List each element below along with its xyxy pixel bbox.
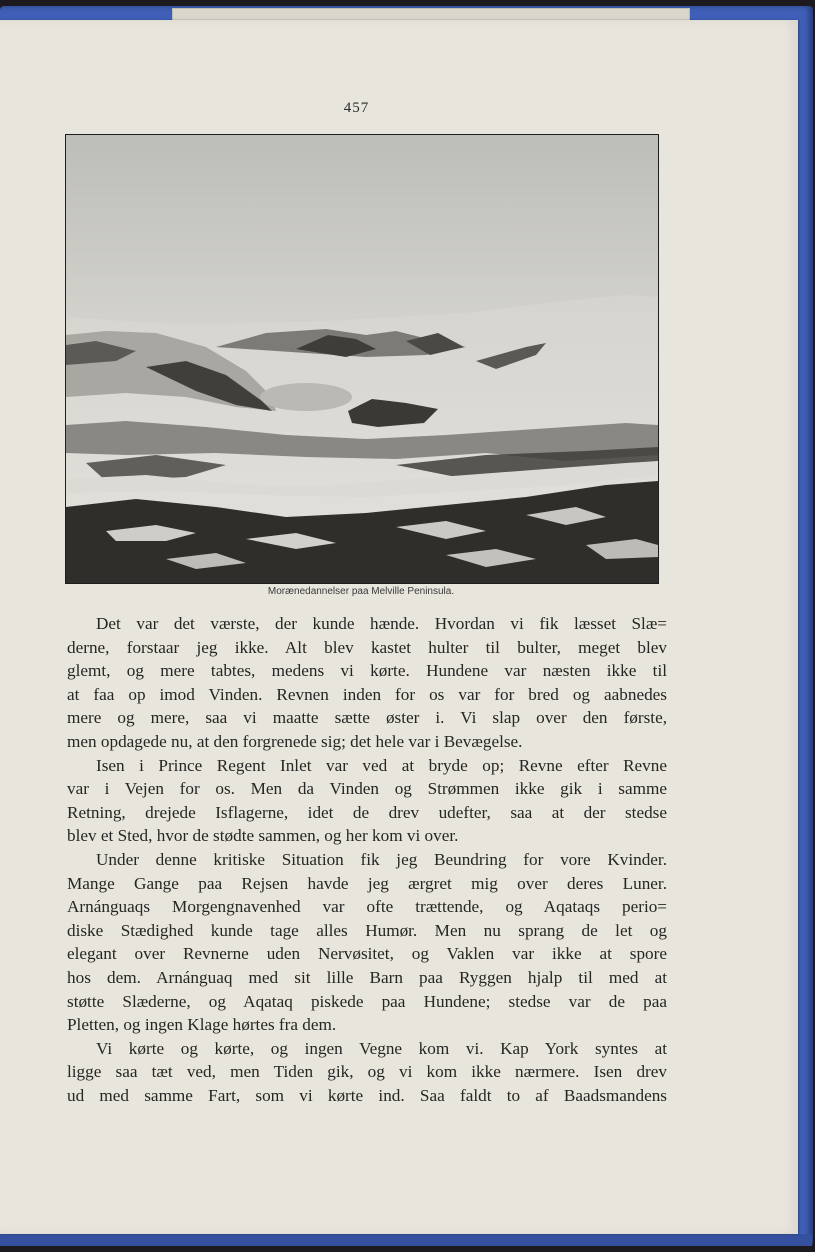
- photo-caption: Morænedannelser paa Melville Peninsula.: [267, 586, 455, 597]
- text-line: ligge saa tæt ved, men Tiden gik, og vi kom ikke nærmere. Isen drev: [67, 1062, 667, 1082]
- text-line: Vi kørte og kørte, og ingen Vegne kom vi. Kap York syntes at: [96, 1038, 667, 1058]
- body-text: [67, 612, 667, 1107]
- text-line: Pletten, og ingen Klage hørtes fra dem.: [67, 1015, 337, 1035]
- text-line: blev et Sted, hvor de stødte sammen, og her kom vi over.: [67, 826, 459, 846]
- moraine-landscape-illustration: [66, 135, 658, 583]
- text-line: Retning, drejede Isflagerne, idet de drev udefter, saa at der stedse: [67, 802, 667, 822]
- text-line: Det var det værste, der kunde hænde. Hvordan vi fik læsset Slæ=: [96, 614, 667, 633]
- text-line: støtte Slæderne, og Aqataq piskede paa Hundene; stedse var de paa: [67, 991, 667, 1011]
- text-line: glemt, og mere tabtes, medens vi kørte. Hundene var næsten ikke til: [67, 661, 667, 681]
- text-line: mere og mere, saa vi maatte sætte øster i. Vi slap over den første,: [67, 708, 667, 728]
- text-line: Arnánguaqs Morgengnavenhed var ofte trættende, og Aqataqs perio=: [67, 897, 667, 917]
- text-line: at faa op imod Vinden. Revnen inden for os var for bred og aabnedes: [67, 684, 667, 704]
- text-line: ud med samme Fart, som vi kørte ind. Saa faldt to af Baadsmandens: [67, 1085, 667, 1105]
- page-number: 457: [343, 100, 370, 116]
- text-line: Isen i Prince Regent Inlet var ved at bryde op; Revne efter Revne: [96, 755, 667, 775]
- text-line: Mange Gange paa Rejsen havde jeg ærgret mig over deres Luner.: [67, 873, 667, 893]
- text-line: derne, forstaar jeg ikke. Alt blev kastet hulter til bulter, meget blev: [67, 637, 667, 657]
- landscape-photo: [65, 134, 659, 584]
- book-page: [0, 20, 798, 1234]
- text-line: var i Vejen for os. Men da Vinden og Strømmen ikke gik i samme: [67, 779, 667, 799]
- text-line: elegant over Revnerne uden Nervøsitet, og Vaklen var ikke at spore: [67, 944, 667, 964]
- text-line: men opdagede nu, at den forgrenede sig; det hele var i Bevægelse.: [67, 731, 523, 751]
- text-line: diske Stædighed kunde tage alles Humør. Men nu sprang de let og: [67, 920, 667, 940]
- book-cover-edge: [0, 1234, 812, 1246]
- text-line: hos dem. Arnánguaq med sit lille Barn paa Ryggen hjalp til med at: [67, 967, 667, 987]
- text-line: Under denne kritiske Situation fik jeg Beundring for vore Kvinder.: [96, 849, 667, 869]
